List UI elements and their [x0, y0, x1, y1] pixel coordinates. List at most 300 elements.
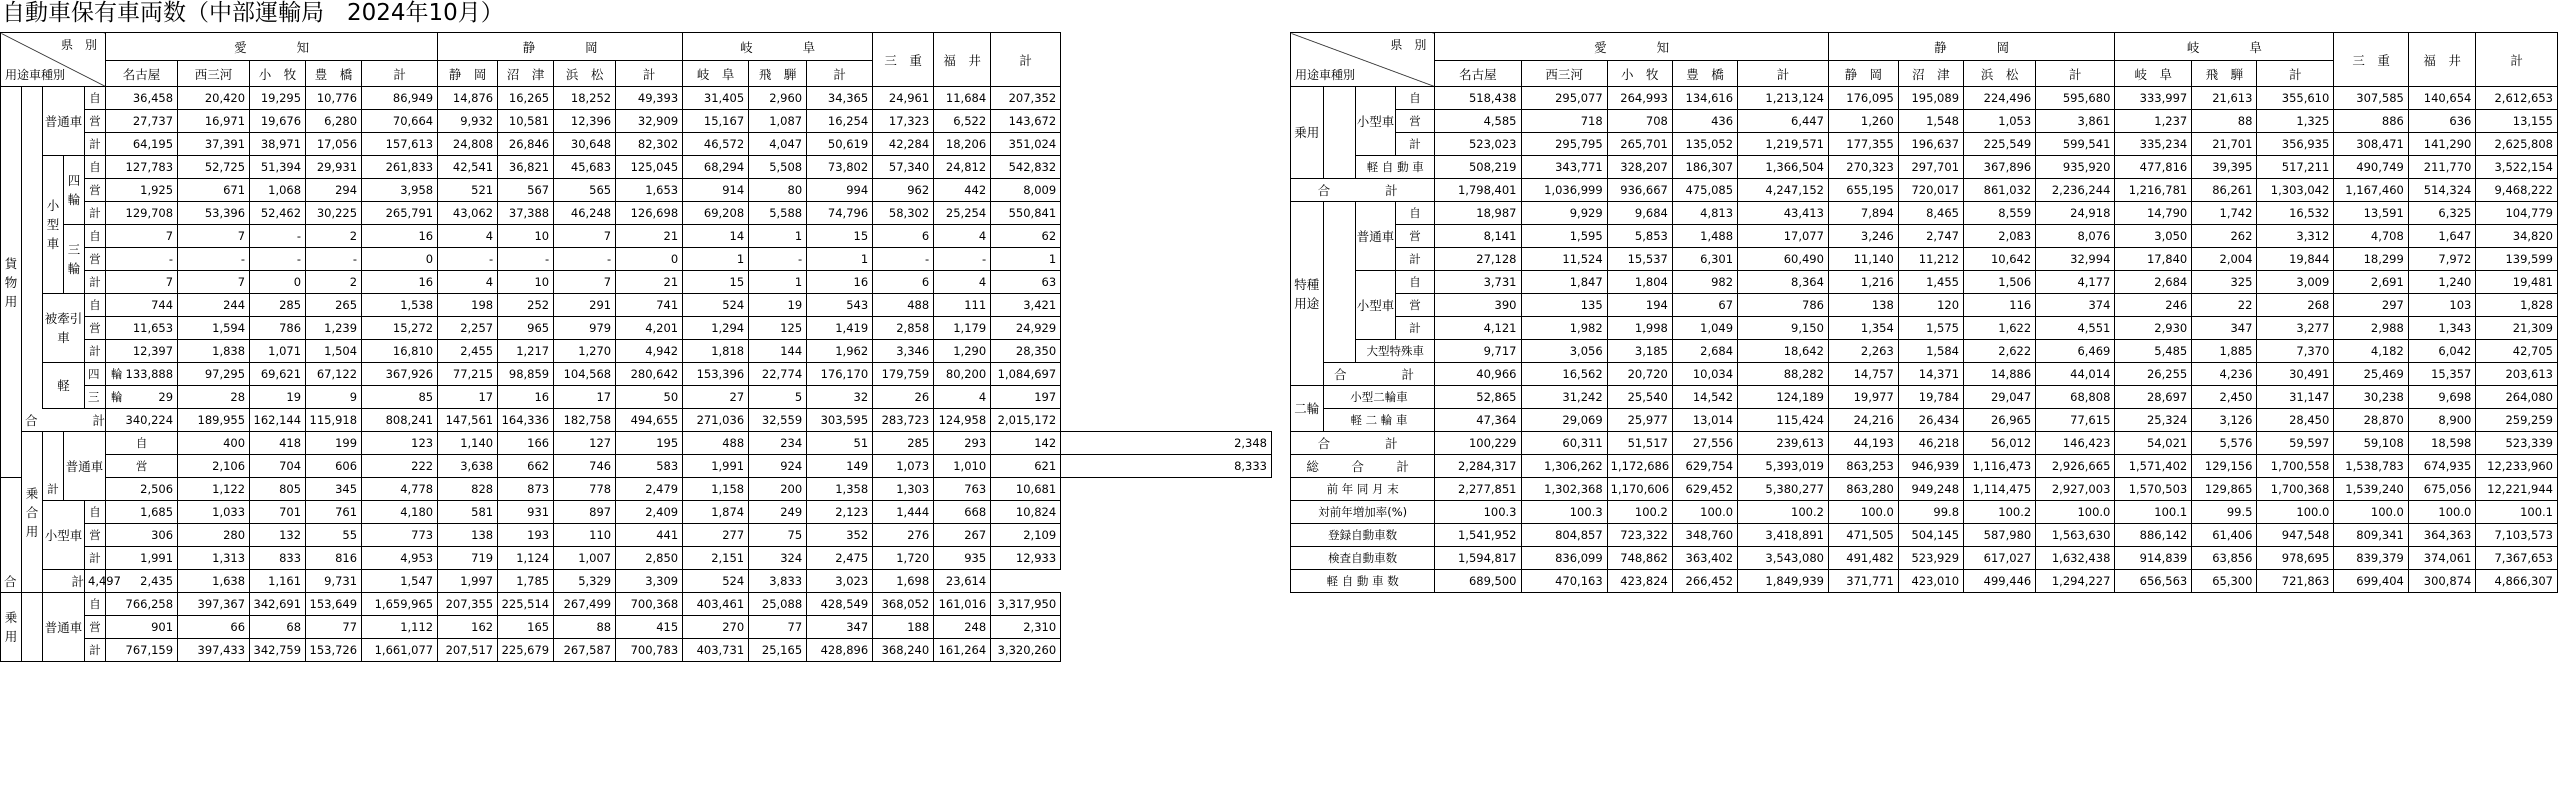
value-cell: 61,406	[2192, 524, 2257, 547]
value-cell: 2,691	[2334, 271, 2409, 294]
value-cell: 744	[106, 294, 178, 317]
value-cell: 629,754	[1672, 455, 1737, 478]
kind-label: 営	[1395, 110, 1435, 133]
value-cell: 7	[106, 225, 178, 248]
value-cell: 16	[362, 225, 438, 248]
sub-label-kei: 軽	[43, 363, 85, 409]
pref-gifu: 岐 阜	[2115, 33, 2334, 61]
city-header: 静 岡	[1828, 61, 1898, 87]
value-cell: 542,832	[991, 156, 1061, 179]
value-cell: 1,302,368	[1521, 478, 1607, 501]
value-cell: 74,796	[807, 202, 873, 225]
value-cell: 6	[873, 225, 934, 248]
value-cell: 100.1	[2476, 501, 2558, 524]
value-cell: 82,302	[616, 133, 683, 156]
value-cell: 6,042	[2408, 340, 2476, 363]
value-cell: 2,310	[991, 616, 1061, 639]
value-cell: 368,240	[873, 639, 934, 662]
value-cell: 10,581	[498, 110, 554, 133]
kind-label: 営	[85, 616, 106, 639]
value-cell: 897	[554, 501, 616, 524]
value-cell: 397,367	[178, 593, 250, 616]
value-cell: 828	[438, 478, 498, 501]
value-cell: 1,239	[306, 317, 362, 340]
kensa-label: 検査自動車数	[1291, 547, 1435, 570]
value-cell: 1,354	[1828, 317, 1898, 340]
value-cell: 949,248	[1898, 478, 1963, 501]
value-cell: 1,720	[873, 547, 934, 570]
value-cell: 38,971	[250, 133, 306, 156]
value-cell: 1,838	[178, 340, 250, 363]
kind-label: 営	[85, 179, 106, 202]
value-cell: 347	[2192, 317, 2257, 340]
value-cell: 1,538,783	[2334, 455, 2409, 478]
value-cell: 188	[873, 616, 934, 639]
value-cell: 8,141	[1435, 225, 1521, 248]
value-cell: 149	[807, 455, 873, 478]
value-cell: 138	[438, 524, 498, 547]
value-cell: 2,348	[1061, 432, 1272, 455]
value-cell: 19,481	[2476, 271, 2558, 294]
value-cell: 18,598	[2408, 432, 2476, 455]
value-cell: 28,450	[2257, 409, 2334, 432]
value-cell: 15,167	[683, 110, 749, 133]
value-cell: 100.3	[1521, 501, 1607, 524]
sub-label-futsu: 普通車	[43, 87, 85, 156]
value-cell: 264,080	[2476, 386, 2558, 409]
value-cell: 267,587	[554, 639, 616, 662]
value-cell: 32,559	[749, 409, 807, 432]
use-label: 用途車種別	[5, 68, 66, 82]
value-cell: 3,958	[362, 179, 438, 202]
value-cell: 182,758	[554, 409, 616, 432]
value-cell: 1,647	[2408, 225, 2476, 248]
value-cell: 423,824	[1607, 570, 1672, 593]
value-cell: 276	[873, 524, 934, 547]
value-cell: 345	[306, 478, 362, 501]
value-cell: 6,325	[2408, 202, 2476, 225]
value-cell: 1,991	[106, 547, 178, 570]
value-cell: 816	[306, 547, 362, 570]
value-cell: 19,676	[250, 110, 306, 133]
value-cell: 523,929	[1898, 547, 1963, 570]
value-cell: 5,329	[554, 570, 616, 593]
kind-label: 計	[85, 133, 106, 156]
kind-label: 計	[85, 639, 106, 662]
value-cell: 127,783	[106, 156, 178, 179]
value-cell: 2,475	[807, 547, 873, 570]
value-cell: 763	[934, 478, 991, 501]
value-cell: 1,313	[178, 547, 250, 570]
value-cell: 565	[554, 179, 616, 202]
value-cell: 720,017	[1898, 179, 1963, 202]
value-cell: 104,568	[554, 363, 616, 386]
value-cell: 340,224	[106, 409, 178, 432]
value-cell: 116	[1964, 294, 2036, 317]
value-cell: 2,926,665	[2036, 455, 2115, 478]
value-cell: 1,698	[873, 570, 934, 593]
sub-label-kogata: 小型車	[1356, 271, 1396, 340]
value-cell: 931	[498, 501, 554, 524]
value-cell: 428,549	[807, 593, 873, 616]
value-cell: 207,517	[438, 639, 498, 662]
value-cell: 1,488	[1672, 225, 1737, 248]
value-cell: 7,972	[2408, 248, 2476, 271]
group-label-nirin: 二輪	[1291, 386, 1324, 432]
value-cell: 347	[807, 616, 873, 639]
value-cell: 2,109	[991, 524, 1061, 547]
value-cell: 374	[2036, 294, 2115, 317]
value-cell: 244	[178, 294, 250, 317]
value-cell: 16,810	[362, 340, 438, 363]
value-cell: 58,302	[873, 202, 934, 225]
total-label: 合 計	[1, 570, 85, 593]
value-cell: 29,931	[306, 156, 362, 179]
value-cell: 1,068	[250, 179, 306, 202]
value-cell: 3,522,154	[2476, 156, 2558, 179]
value-cell: 135,052	[1672, 133, 1737, 156]
value-cell: 129,156	[2192, 455, 2257, 478]
toroku-label: 登録自動車数	[1291, 524, 1435, 547]
use-label: 用途車種別	[1295, 68, 1356, 82]
value-cell: 1,925	[106, 179, 178, 202]
value-cell: 1,419	[807, 317, 873, 340]
value-cell: 1,116,473	[1964, 455, 2036, 478]
value-cell: 1,036,999	[1521, 179, 1607, 202]
value-cell: 60,311	[1521, 432, 1607, 455]
value-cell: 766,258	[106, 593, 178, 616]
value-cell: 2,747	[1898, 225, 1963, 248]
value-cell: 265	[306, 294, 362, 317]
value-cell: 67,122	[306, 363, 362, 386]
value-cell: 17,056	[306, 133, 362, 156]
value-cell: 14	[683, 225, 749, 248]
value-cell: 2,850	[616, 547, 683, 570]
value-cell: 64,195	[106, 133, 178, 156]
value-cell: 25,088	[749, 593, 807, 616]
value-cell: 1,073	[873, 455, 934, 478]
value-cell: 17	[438, 386, 498, 409]
value-cell: 99.8	[1898, 501, 1963, 524]
value-cell: 965	[498, 317, 554, 340]
value-cell: 748,862	[1607, 547, 1672, 570]
value-cell: 368,052	[873, 593, 934, 616]
value-cell: 195	[616, 432, 683, 455]
value-cell: 979	[554, 317, 616, 340]
value-cell: 363,402	[1672, 547, 1737, 570]
value-cell: 1,294	[683, 317, 749, 340]
value-cell: 16	[498, 386, 554, 409]
value-cell: 1,632,438	[2036, 547, 2115, 570]
value-cell: 675,056	[2408, 478, 2476, 501]
value-cell: 30,491	[2257, 363, 2334, 386]
value-cell: 1,997	[438, 570, 498, 593]
value-cell: 873	[498, 478, 554, 501]
value-cell: 2,625,808	[2476, 133, 2558, 156]
value-cell: 3,056	[1521, 340, 1607, 363]
value-cell: 68,294	[683, 156, 749, 179]
value-cell: 1,053	[1964, 110, 2036, 133]
value-cell: 1,504	[306, 340, 362, 363]
value-cell: 494,655	[616, 409, 683, 432]
value-cell: 19	[250, 386, 306, 409]
value-cell: 348,760	[1672, 524, 1737, 547]
value-cell: 3,312	[2257, 225, 2334, 248]
value-cell: 267,499	[554, 593, 616, 616]
value-cell: 73,802	[807, 156, 873, 179]
kogata-nirin-label: 小型二輪車	[1323, 386, 1435, 409]
value-cell: 5,588	[749, 202, 807, 225]
value-cell: 947,548	[2257, 524, 2334, 547]
value-cell: 30,648	[554, 133, 616, 156]
value-cell: 264,993	[1607, 87, 1672, 110]
value-cell: 270,323	[1828, 156, 1898, 179]
value-cell: 63,856	[2192, 547, 2257, 570]
value-cell: 70,664	[362, 110, 438, 133]
value-cell: 2,015,172	[991, 409, 1061, 432]
value-cell: 24,216	[1828, 409, 1898, 432]
value-cell: 1	[807, 248, 873, 271]
value-cell: 9,684	[1607, 202, 1672, 225]
value-cell: 3,638	[438, 455, 498, 478]
value-cell: 31,405	[683, 87, 749, 110]
value-cell: 37,391	[178, 133, 250, 156]
value-cell: 29	[106, 386, 178, 409]
value-cell: 26	[873, 386, 934, 409]
value-cell: 12,221,944	[2476, 478, 2558, 501]
city-header: 静 岡	[438, 61, 498, 87]
value-cell: 1,742	[2192, 202, 2257, 225]
value-cell: 43,413	[1738, 202, 1829, 225]
value-cell: 297,701	[1898, 156, 1963, 179]
value-cell: 27	[683, 386, 749, 409]
value-cell: 51	[807, 432, 873, 455]
value-cell: 1,122	[178, 478, 250, 501]
value-cell: 186,307	[1672, 156, 1737, 179]
value-cell: 63	[991, 271, 1061, 294]
value-cell: 704	[250, 455, 306, 478]
value-cell: 21,613	[2192, 87, 2257, 110]
value-cell: 629,452	[1672, 478, 1737, 501]
value-cell: 225,679	[498, 639, 554, 662]
value-cell: 129,708	[106, 202, 178, 225]
value-cell: 177,355	[1828, 133, 1898, 156]
value-cell: 99.5	[2192, 501, 2257, 524]
value-cell: 88	[554, 616, 616, 639]
value-cell: 271,036	[683, 409, 749, 432]
kind-label: 自	[1395, 202, 1435, 225]
value-cell: 1,217	[498, 340, 554, 363]
value-cell: 47,364	[1435, 409, 1521, 432]
city-header: 浜 松	[1964, 61, 2036, 87]
value-cell: 55	[306, 524, 362, 547]
value-cell: 1	[749, 225, 807, 248]
value-cell: 2	[306, 271, 362, 294]
kind-label: 計	[1395, 133, 1435, 156]
value-cell: 225,514	[498, 593, 554, 616]
value-cell: 1,158	[683, 478, 749, 501]
value-cell: 636	[2408, 110, 2476, 133]
value-cell: 10,776	[306, 87, 362, 110]
value-cell: 4,813	[1672, 202, 1737, 225]
value-cell: 4,180	[362, 501, 438, 524]
value-cell: 4,182	[2334, 340, 2409, 363]
value-cell: 69,208	[683, 202, 749, 225]
value-cell: 18,642	[1738, 340, 1829, 363]
city-header: 計	[616, 61, 683, 87]
value-cell: 140,654	[2408, 87, 2476, 110]
value-cell: 25,469	[2334, 363, 2409, 386]
value-cell: 24,812	[934, 156, 991, 179]
city-header: 西三河	[1521, 61, 1607, 87]
value-cell: 15	[807, 225, 873, 248]
value-cell: 295,077	[1521, 87, 1607, 110]
value-cell: 3,246	[1828, 225, 1898, 248]
value-cell: 936,667	[1607, 179, 1672, 202]
value-cell: 280,642	[616, 363, 683, 386]
value-cell: 57,340	[873, 156, 934, 179]
value-cell: 3,277	[2257, 317, 2334, 340]
value-cell: 335,234	[2115, 133, 2192, 156]
value-cell: 246	[2115, 294, 2192, 317]
city-header: 計	[2036, 61, 2115, 87]
value-cell: 162	[438, 616, 498, 639]
value-cell: 746	[554, 455, 616, 478]
value-cell: 43,062	[438, 202, 498, 225]
value-cell: 1,455	[1898, 271, 1963, 294]
value-cell: 9,468,222	[2476, 179, 2558, 202]
total-label: 合 計	[1291, 432, 1435, 455]
value-cell: 10,681	[991, 478, 1061, 501]
pref-shizuoka: 静 岡	[1828, 33, 2114, 61]
value-cell: 146,423	[2036, 432, 2115, 455]
value-cell: 662	[498, 455, 554, 478]
value-cell: 543	[807, 294, 873, 317]
kind-label: 自	[1395, 87, 1435, 110]
value-cell: 1,818	[683, 340, 749, 363]
value-cell: 2,858	[873, 317, 934, 340]
value-cell: 26,255	[2115, 363, 2192, 386]
value-cell: 863,280	[1828, 478, 1898, 501]
value-cell: 31,147	[2257, 386, 2334, 409]
value-cell: 1,547	[362, 570, 438, 593]
value-cell: 2,236,244	[2036, 179, 2115, 202]
value-cell: 2,435	[106, 570, 178, 593]
value-cell: 1,358	[807, 478, 873, 501]
value-cell: 285	[250, 294, 306, 317]
sub-label-yonrin: 四輪	[64, 156, 85, 225]
value-cell: 77,615	[2036, 409, 2115, 432]
value-cell: 16,562	[1521, 363, 1607, 386]
value-cell: 1,161	[250, 570, 306, 593]
kind-label: 自	[85, 593, 106, 616]
value-cell: 34,365	[807, 87, 873, 110]
city-header: 西三河	[178, 61, 250, 87]
value-cell: 44,014	[2036, 363, 2115, 386]
value-cell: 53,396	[178, 202, 250, 225]
value-cell: 24,918	[2036, 202, 2115, 225]
value-cell: 139,599	[2476, 248, 2558, 271]
kind-label: 営	[1395, 225, 1435, 248]
value-cell: 293	[934, 432, 991, 455]
value-cell: 23,614	[934, 570, 991, 593]
value-cell: 46,248	[554, 202, 616, 225]
value-cell: 14,542	[1672, 386, 1737, 409]
value-cell: 141,290	[2408, 133, 2476, 156]
value-cell: 2,455	[438, 340, 498, 363]
kind-label: 営	[1395, 294, 1435, 317]
value-cell: 1,049	[1672, 317, 1737, 340]
value-cell: 5	[749, 386, 807, 409]
kind-label: 計	[1395, 317, 1435, 340]
city-header: 小 牧	[250, 61, 306, 87]
value-cell: 982	[1672, 271, 1737, 294]
value-cell: 153,726	[306, 639, 362, 662]
city-header: 浜 松	[554, 61, 616, 87]
value-cell: 28,350	[991, 340, 1061, 363]
value-cell: 1,847	[1521, 271, 1607, 294]
value-cell: 1,874	[683, 501, 749, 524]
value-cell: 14,790	[2115, 202, 2192, 225]
value-cell: 400	[178, 432, 250, 455]
value-cell: 9	[306, 386, 362, 409]
value-cell: 265,701	[1607, 133, 1672, 156]
value-cell: 9,150	[1738, 317, 1829, 340]
value-cell: 17	[554, 386, 616, 409]
value-cell: 69,621	[250, 363, 306, 386]
value-cell: 668	[934, 501, 991, 524]
pref-mie: 三 重	[873, 33, 934, 87]
value-cell: 100.0	[1828, 501, 1898, 524]
value-cell: 28	[178, 386, 250, 409]
city-header: 沼 津	[498, 61, 554, 87]
value-cell: 59,597	[2257, 432, 2334, 455]
value-cell: 7	[106, 271, 178, 294]
city-header: 計	[807, 61, 873, 87]
kei-su-label: 軽 自 動 車 数	[1291, 570, 1435, 593]
value-cell: 46,572	[683, 133, 749, 156]
value-cell: 656,563	[2115, 570, 2192, 593]
value-cell: 7	[178, 225, 250, 248]
value-cell: 97,295	[178, 363, 250, 386]
value-cell: 161,264	[934, 639, 991, 662]
value-cell: 7,367,653	[2476, 547, 2558, 570]
value-cell: 4,247,152	[1738, 179, 1829, 202]
value-cell: 21	[616, 271, 683, 294]
value-cell: 3,185	[1607, 340, 1672, 363]
value-cell: 62	[991, 225, 1061, 248]
value-cell: 581	[438, 501, 498, 524]
value-cell: 0	[250, 271, 306, 294]
header-corner	[1, 33, 106, 87]
value-cell: 2,284,317	[1435, 455, 1521, 478]
total-label: 合 計	[22, 409, 106, 432]
sub-label-hiken: 被牽引車	[43, 294, 85, 363]
value-cell: 135	[1521, 294, 1607, 317]
value-cell: 162,144	[250, 409, 306, 432]
value-cell: 59,108	[2334, 432, 2409, 455]
value-cell: 475,085	[1672, 179, 1737, 202]
value-cell: 1	[991, 248, 1061, 271]
value-cell: 66	[178, 616, 250, 639]
value-cell: 44,193	[1828, 432, 1898, 455]
value-cell: 40,966	[1435, 363, 1521, 386]
value-cell: 115,918	[306, 409, 362, 432]
value-cell: 13,014	[1672, 409, 1737, 432]
value-cell: 75	[749, 524, 807, 547]
value-cell: 307,585	[2334, 87, 2409, 110]
value-cell: 36,821	[498, 156, 554, 179]
